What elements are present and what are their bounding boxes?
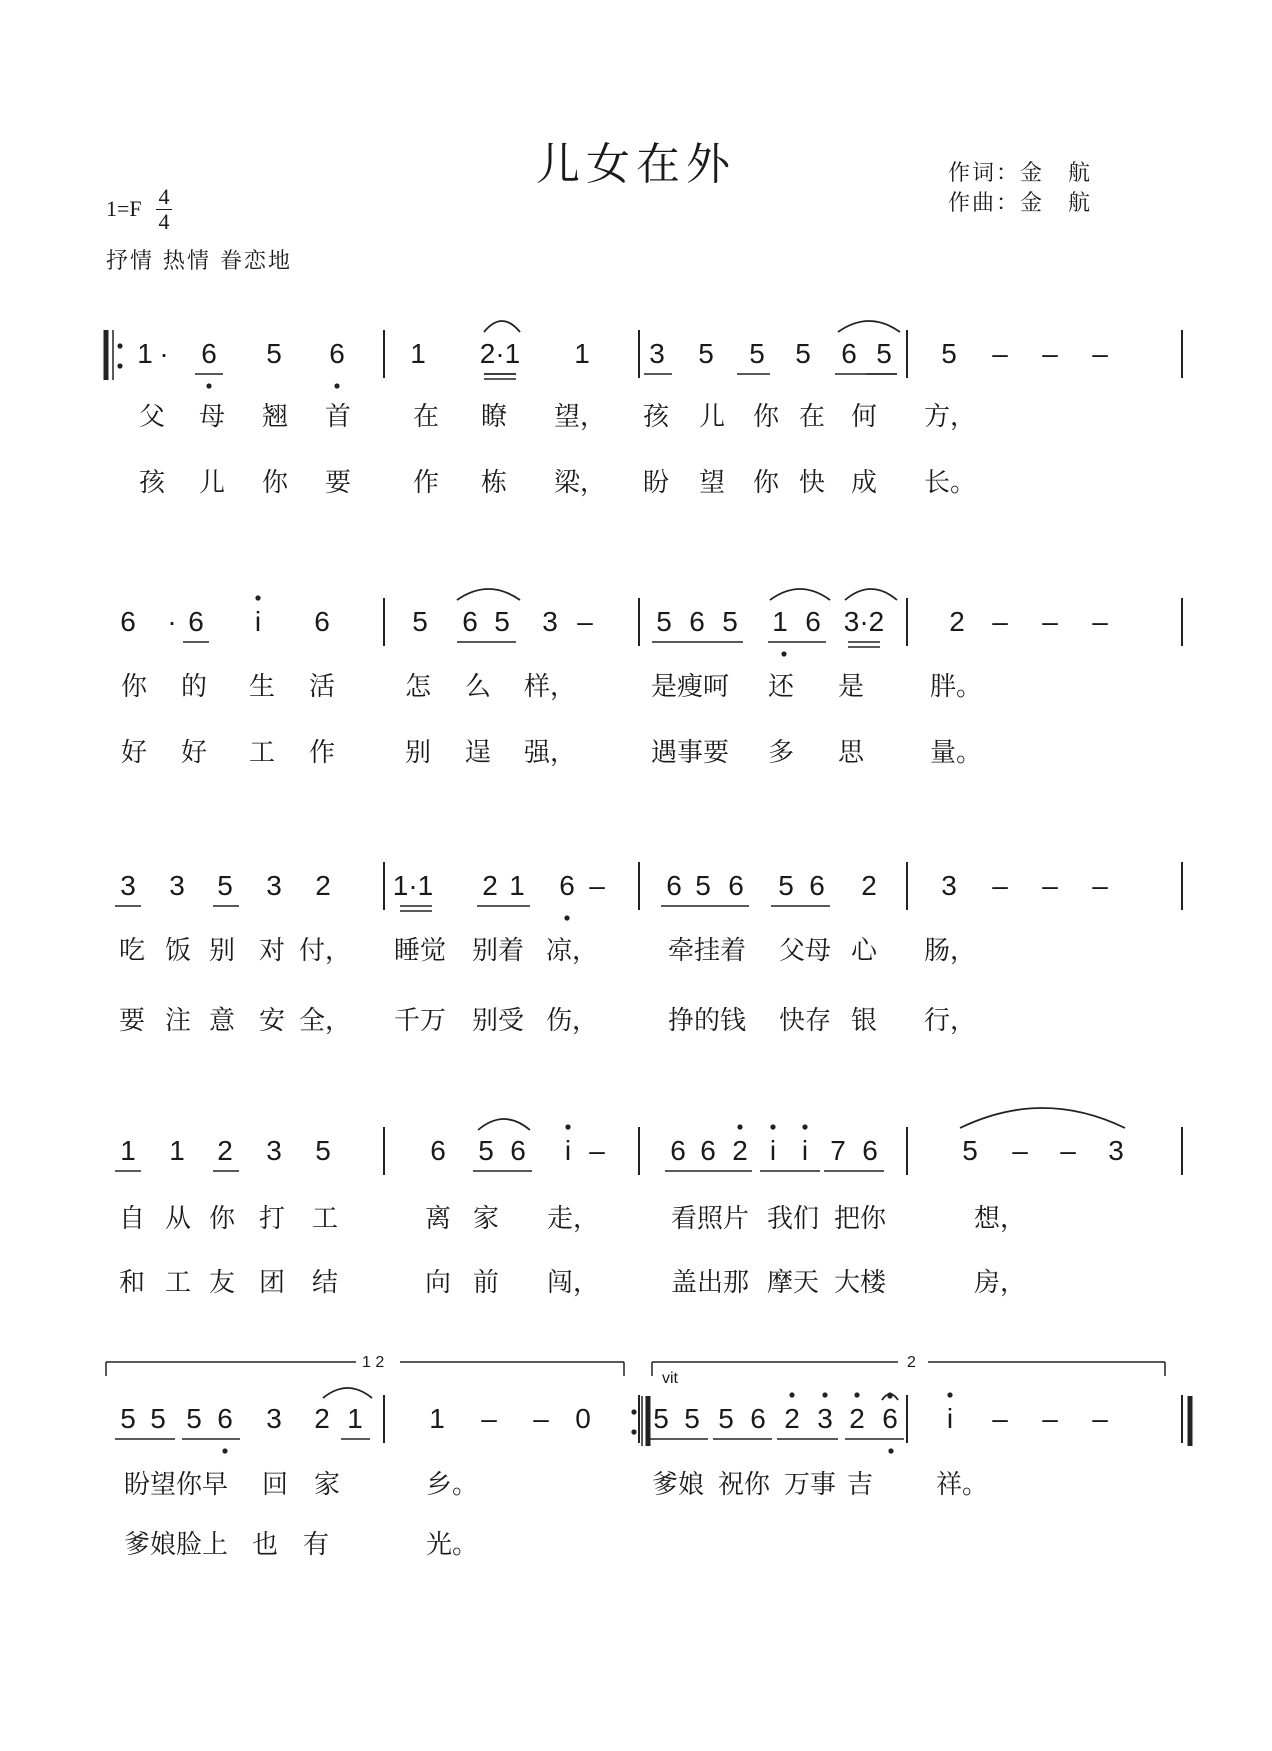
note: 6 — [750, 1403, 766, 1434]
lyric-verse1: 方， — [923, 402, 977, 432]
lyric-verse1: 首 — [324, 402, 352, 432]
note: 6 — [689, 606, 705, 637]
note: 3 — [649, 338, 665, 369]
lyric-verse1: 回 — [261, 1470, 289, 1500]
note: 2 — [861, 870, 877, 901]
note: 6 — [314, 606, 330, 637]
octave-dot-above — [854, 1392, 859, 1397]
vit-marking: vit — [662, 1370, 678, 1387]
note: · — [159, 338, 169, 369]
lyric-verse2: 盖出那 — [670, 1268, 750, 1298]
note: – — [1042, 606, 1058, 637]
lyric-verse2: 大楼 — [833, 1268, 887, 1298]
lyric-verse1: 还 — [767, 672, 795, 702]
lyric-verse2: 你 — [752, 468, 780, 498]
note: 3 — [1108, 1135, 1124, 1166]
tempo-marking: 抒情 热情 眷恋地 — [106, 249, 292, 274]
octave-dot-above — [565, 1124, 570, 1129]
lyric-verse1: 是瘦呵 — [650, 672, 730, 702]
lyric-verse1: 家 — [472, 1204, 500, 1234]
tie — [960, 1108, 1125, 1128]
note: 5 — [217, 870, 233, 901]
note: – — [1060, 1135, 1076, 1166]
slur — [838, 321, 900, 332]
lyric-verse2: 逞 — [464, 738, 492, 768]
lyric-verse1: 的 — [180, 672, 208, 702]
octave-dot-below — [206, 383, 211, 388]
note: – — [1092, 870, 1108, 901]
fermata-dot — [887, 1393, 892, 1398]
lyric-verse1: 望， — [553, 402, 607, 432]
note: 5 — [778, 870, 794, 901]
lyric-verse1: 别 — [208, 936, 236, 966]
slur — [478, 1119, 530, 1130]
octave-dot-above — [770, 1124, 775, 1129]
lyric-verse2: 摩天 — [766, 1268, 820, 1298]
lyric-verse2: 全， — [298, 1006, 352, 1036]
time-signature-bottom: 4 — [158, 209, 170, 234]
lyric-verse1: 把你 — [833, 1204, 887, 1234]
lyric-verse1: 饭 — [164, 936, 192, 966]
note: 2 — [482, 870, 498, 901]
lyric-verse2: 团 — [258, 1268, 286, 1298]
note: 5 — [795, 338, 811, 369]
lyric-verse1: 你 — [752, 402, 780, 432]
note: 2 — [314, 1403, 330, 1434]
note: 1 — [120, 1135, 136, 1166]
lyric-verse2: 也 — [251, 1530, 279, 1560]
lyric-verse1: 牵挂着 — [667, 936, 747, 966]
note: 3 — [542, 606, 558, 637]
lyric-verse2: 有 — [302, 1530, 330, 1560]
lyric-verse1: 家 — [313, 1470, 341, 1500]
lyric-verse2: 快存 — [778, 1006, 832, 1036]
repeat-dot — [117, 343, 122, 348]
note: 3·2 — [843, 606, 885, 637]
note: 3 — [266, 1403, 282, 1434]
lyric-verse2: 结 — [311, 1268, 339, 1298]
note: – — [992, 1403, 1008, 1434]
note: 5 — [941, 338, 957, 369]
lyric-verse2: 作 — [308, 738, 336, 768]
lyric-verse2: 要 — [118, 1006, 146, 1036]
note: 6 — [217, 1403, 233, 1434]
lyric-verse1: 爹娘 — [651, 1470, 705, 1500]
repeat-dot — [631, 1429, 636, 1434]
lyric-verse1: 看照片 — [670, 1204, 750, 1234]
lyric-verse1: 离 — [424, 1204, 452, 1234]
note: 2 — [849, 1403, 865, 1434]
lyric-verse1: 母 — [198, 402, 226, 432]
lyric-verse2: 向 — [424, 1268, 452, 1298]
lyric-verse1: 走， — [546, 1204, 600, 1234]
octave-dot-above — [947, 1392, 952, 1397]
lyric-verse2: 儿 — [198, 468, 226, 498]
lyric-verse2: 闯， — [546, 1268, 600, 1298]
note: 6 — [862, 1135, 878, 1166]
note: – — [1012, 1135, 1028, 1166]
note: 1 — [347, 1403, 363, 1434]
octave-dot-above — [255, 595, 260, 600]
lyric-verse2: 长。 — [923, 468, 977, 498]
lyric-verse1: 父母 — [778, 936, 832, 966]
lyric-verse1: 别着 — [471, 936, 525, 966]
lyric-verse2: 伤， — [545, 1006, 599, 1036]
note: 2 — [315, 870, 331, 901]
note: 1 — [574, 338, 590, 369]
note: – — [1092, 338, 1108, 369]
lyric-verse2: 注 — [164, 1006, 192, 1036]
lyric-verse1: 凉， — [545, 936, 599, 966]
lyric-verse2: 安 — [258, 1006, 286, 1036]
note: 6 — [841, 338, 857, 369]
note: – — [1092, 1403, 1108, 1434]
lyric-verse2: 银 — [850, 1006, 878, 1036]
note: – — [1042, 870, 1058, 901]
note: – — [992, 870, 1008, 901]
lyric-verse2: 望 — [698, 468, 726, 498]
lyric-verse2: 要 — [324, 468, 352, 498]
lyric-verse1: 瞭 — [480, 402, 508, 432]
note: – — [577, 606, 593, 637]
note: 1 — [137, 338, 153, 369]
note: 5 — [478, 1135, 494, 1166]
note: 3 — [169, 870, 185, 901]
note: 3 — [266, 1135, 282, 1166]
note: 6 — [805, 606, 821, 637]
octave-dot-below — [888, 1448, 893, 1453]
note: 5 — [722, 606, 738, 637]
note: 5 — [266, 338, 282, 369]
lyric-verse1: 从 — [164, 1204, 192, 1234]
note: 6 — [510, 1135, 526, 1166]
note: 5 — [494, 606, 510, 637]
lyric-verse2: 梁， — [553, 468, 607, 498]
note: 6 — [809, 870, 825, 901]
note: 3 — [266, 870, 282, 901]
note: 2 — [949, 606, 965, 637]
lyric-verse1: 对 — [258, 936, 286, 966]
note: 5 — [695, 870, 711, 901]
note: 5 — [876, 338, 892, 369]
lyric-verse2: 友 — [208, 1268, 236, 1298]
note: 5 — [749, 338, 765, 369]
note: 6 — [670, 1135, 686, 1166]
lyric-verse1: 你 — [120, 672, 148, 702]
note: 5 — [718, 1403, 734, 1434]
octave-dot-above — [737, 1124, 742, 1129]
note: · — [167, 606, 177, 637]
lyric-verse1: 盼望你早 — [123, 1470, 229, 1500]
repeat-dot — [117, 363, 122, 368]
lyric-verse1: 何 — [850, 402, 878, 432]
note: i — [801, 1135, 809, 1166]
lyric-verse1: 是 — [837, 672, 865, 702]
note: 6 — [700, 1135, 716, 1166]
note: – — [589, 870, 605, 901]
lyric-verse2: 挣的钱 — [667, 1006, 747, 1036]
lyric-verse2: 别 — [404, 738, 432, 768]
note: 2 — [732, 1135, 748, 1166]
note: 6 — [329, 338, 345, 369]
octave-dot-below — [781, 651, 786, 656]
lyric-verse2: 和 — [118, 1268, 146, 1298]
note: 6 — [462, 606, 478, 637]
note: 5 — [150, 1403, 166, 1434]
note: 5 — [186, 1403, 202, 1434]
lyric-verse1: 胖。 — [929, 672, 983, 702]
note: i — [946, 1403, 954, 1434]
lyric-verse1: 怎 — [404, 672, 432, 702]
lyric-verse2: 遇事要 — [650, 738, 730, 768]
lyric-verse1: 万事 — [783, 1470, 837, 1500]
lyric-verse1: 样， — [523, 672, 577, 702]
note: 2 — [784, 1403, 800, 1434]
lyric-verse1: 在 — [798, 402, 826, 432]
lyric-verse2: 多 — [767, 738, 795, 768]
lyric-verse2: 成 — [850, 468, 878, 498]
lyric-verse1: 孩 — [642, 402, 670, 432]
note: 0 — [575, 1403, 591, 1434]
octave-dot-above — [802, 1124, 807, 1129]
lyric-verse2: 光。 — [425, 1530, 479, 1560]
slur — [323, 1388, 372, 1398]
key-signature: 1=F — [106, 196, 142, 221]
note: – — [1042, 338, 1058, 369]
note: 5 — [698, 338, 714, 369]
lyric-verse2: 工 — [248, 738, 276, 768]
note: 1 — [429, 1403, 445, 1434]
lyric-verse1: 么 — [464, 672, 492, 702]
note: 5 — [962, 1135, 978, 1166]
lyric-verse1: 生 — [248, 672, 276, 702]
note: 3 — [120, 870, 136, 901]
composer-credit: 作曲：金 航 — [948, 191, 1093, 216]
repeat-dot — [631, 1409, 636, 1414]
lyric-verse1: 吉 — [846, 1470, 874, 1500]
lyric-verse2: 作 — [412, 468, 440, 498]
note: 6 — [188, 606, 204, 637]
lyric-verse1: 你 — [208, 1204, 236, 1234]
note: – — [589, 1135, 605, 1166]
lyric-verse1: 翘 — [261, 402, 289, 432]
lyric-verse1: 吃 — [118, 936, 146, 966]
slur — [457, 589, 520, 600]
note: 2·1 — [479, 338, 521, 369]
note: – — [992, 606, 1008, 637]
lyric-verse2: 好 — [120, 738, 148, 768]
note: 6 — [201, 338, 217, 369]
lyric-verse2: 强， — [523, 738, 577, 768]
note: – — [1092, 606, 1108, 637]
lyric-verse1: 肠， — [923, 936, 977, 966]
lyric-verse2: 工 — [164, 1268, 192, 1298]
slur — [484, 321, 520, 332]
lyric-verse1: 心 — [850, 936, 878, 966]
lyric-verse2: 爹娘脸上 — [123, 1530, 229, 1560]
lyric-verse1: 乡。 — [425, 1470, 479, 1500]
note: 5 — [120, 1403, 136, 1434]
slur — [845, 589, 897, 600]
note: i — [769, 1135, 777, 1166]
lyric-verse2: 千万 — [393, 1006, 447, 1036]
lyric-verse2: 思 — [837, 738, 865, 768]
note: 5 — [315, 1135, 331, 1166]
octave-dot-below — [334, 383, 339, 388]
lyric-verse1: 在 — [412, 402, 440, 432]
octave-dot-below — [222, 1448, 227, 1453]
lyric-verse2: 快 — [798, 468, 826, 498]
song-title: 儿女在外 — [536, 139, 736, 190]
note: 5 — [656, 606, 672, 637]
note: 1 — [169, 1135, 185, 1166]
lyric-verse1: 工 — [311, 1204, 339, 1234]
lyric-verse1: 活 — [308, 672, 336, 702]
ending-label-2: 2 — [907, 1354, 916, 1371]
note: 6 — [559, 870, 575, 901]
note: – — [533, 1403, 549, 1434]
lyric-verse1: 儿 — [698, 402, 726, 432]
note: i — [564, 1135, 572, 1166]
ending-label-1: 1 2 — [362, 1354, 385, 1371]
note: 5 — [412, 606, 428, 637]
note: – — [992, 338, 1008, 369]
lyric-verse2: 孩 — [138, 468, 166, 498]
lyric-verse1: 我们 — [766, 1204, 820, 1234]
octave-dot-below — [564, 915, 569, 920]
note: 1 — [772, 606, 788, 637]
note: 5 — [684, 1403, 700, 1434]
lyric-verse2: 房， — [973, 1268, 1027, 1298]
note: 6 — [120, 606, 136, 637]
note: 1 — [410, 338, 426, 369]
lyric-verse1: 自 — [118, 1204, 146, 1234]
note: – — [1042, 1403, 1058, 1434]
lyric-verse1: 打 — [258, 1204, 286, 1234]
lyric-verse1: 付， — [298, 936, 352, 966]
lyric-verse2: 栋 — [480, 468, 508, 498]
lyric-verse1: 父 — [138, 402, 166, 432]
note: 6 — [882, 1403, 898, 1434]
lyric-verse2: 行， — [923, 1006, 977, 1036]
note: 1 — [509, 870, 525, 901]
octave-dot-above — [789, 1392, 794, 1397]
slur — [770, 589, 830, 600]
lyric-verse2: 盼 — [642, 468, 670, 498]
lyricist-credit: 作词：金 航 — [948, 161, 1093, 186]
lyric-verse2: 意 — [208, 1006, 236, 1036]
note: 3 — [817, 1403, 833, 1434]
lyric-verse2: 好 — [180, 738, 208, 768]
lyric-verse2: 你 — [261, 468, 289, 498]
note: 6 — [728, 870, 744, 901]
note: 1·1 — [392, 870, 434, 901]
lyric-verse1: 祥。 — [935, 1470, 989, 1500]
lyric-verse1: 想， — [973, 1204, 1027, 1234]
note: – — [481, 1403, 497, 1434]
note: 6 — [666, 870, 682, 901]
octave-dot-above — [822, 1392, 827, 1397]
lyric-verse1: 睡觉 — [393, 936, 447, 966]
note: i — [254, 606, 262, 637]
note: 2 — [217, 1135, 233, 1166]
lyric-verse2: 量。 — [929, 738, 983, 768]
note: 7 — [830, 1135, 846, 1166]
lyric-verse2: 前 — [472, 1268, 500, 1298]
lyric-verse2: 别受 — [471, 1006, 525, 1036]
time-signature-top: 4 — [158, 184, 170, 209]
note: 3 — [941, 870, 957, 901]
lyric-verse1: 祝你 — [717, 1470, 771, 1500]
note: 5 — [653, 1403, 669, 1434]
note: 6 — [430, 1135, 446, 1166]
